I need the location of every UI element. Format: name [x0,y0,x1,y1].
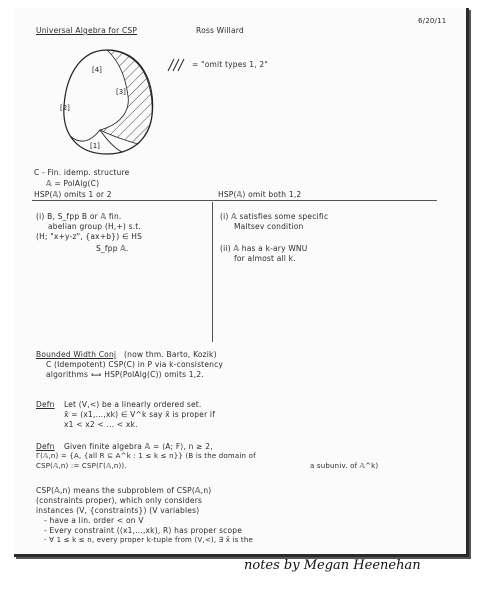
defn-2-line-1: Given finite algebra 𝔸 = ⟨A; F⟩, n ≥ 2, [64,442,213,451]
defn-2-line-2: Γ(𝔸,n) = {A, {all R ⊆ A^k : 1 ≤ k ≤ n}} (B is the domain of [36,452,256,460]
region-label-2: [2] [60,104,70,112]
table-header-rule [32,200,437,201]
csp-bullet-3: - ∀ 1 ≤ k ≤ n, every proper k-tuple from (V,<), ∃ x̄ is the [44,536,254,544]
left-item-1-line-4: S_fpp 𝔸. [96,244,129,253]
csp-line-3: instances (V, {constraints}) (V variables) [36,506,200,515]
region-label-4: [4] [92,66,102,74]
left-item-1-line-3: (H; "x+y-z", {ax+b}) ∈ HS [36,232,143,241]
defn-1-label: Defn [36,400,55,409]
intro-line-1: C - Fin. idemp. structure [34,168,130,177]
right-item-2-line-1: (ii) 𝔸 has a k-ary WNU [220,244,308,253]
left-item-1-line-2: abelian group (H,+) s.t. [48,222,141,231]
right-item-2-line-2: for almost all k. [234,254,296,263]
type-lattice-diagram [52,44,162,162]
csp-line-2: (constraints proper), which only considers [36,496,203,505]
right-item-1-line-1: (i) 𝔸 satisfies some specific [220,212,329,221]
defn-1-line-2: x̄ = (x1,...,xk) ∈ V^k say x̄ is proper if [64,410,216,419]
bounded-width-attribution: (now thm. Barto, Kozik) [124,350,217,359]
defn-2-line-3: CSP(𝔸,n) := CSP(Γ(𝔸,n)). [36,462,127,470]
defn-1-line-3: x1 < x2 < ... < xk. [64,420,138,429]
csp-bullet-1: - have a lin. order < on V [44,516,144,525]
right-column-heading: HSP(𝔸) omit both 1,2 [218,190,302,199]
intro-line-2: 𝔸 = PolAlg(C) [46,179,100,188]
hatch-legend-icon [166,58,188,72]
defn-2-label: Defn [36,442,55,451]
defn-1-line-1: Let (V,<) be a linearly ordered set. [64,400,202,409]
region-label-3: [3] [116,88,126,96]
defn-2-side-note: a subuniv. of 𝔸^k) [310,462,379,470]
left-item-1-line-1: (i) B, S_fpp B or 𝔸 fin. [36,212,122,221]
table-column-divider [212,202,213,342]
course-title: Universal Algebra for CSP [36,26,138,35]
region-label-1: [1] [90,142,100,150]
csp-line-1: CSP(𝔸,n) means the subproblem of CSP(𝔸,n) [36,486,212,495]
bounded-width-line-1: C (Idempotent) CSP(C) in P via k-consistency [46,360,224,369]
author-name: Ross Willard [196,26,244,35]
bounded-width-title: Bounded Width Conj [36,350,117,359]
notes-signature: notes by Megan Heenehan [244,558,421,573]
date: 6/20/11 [418,17,447,25]
bounded-width-line-2: algorithms ⟺ HSP(PolAlg(C)) omits 1,2. [46,370,204,379]
hatch-legend-note: = "omit types 1, 2" [192,60,269,69]
right-item-1-line-2: Maltsev condition [234,222,304,231]
left-column-heading: HSP(𝔸) omits 1 or 2 [34,190,112,199]
csp-bullet-2: - Every constraint ((x1,...,xk), R) has proper scope [44,526,243,535]
